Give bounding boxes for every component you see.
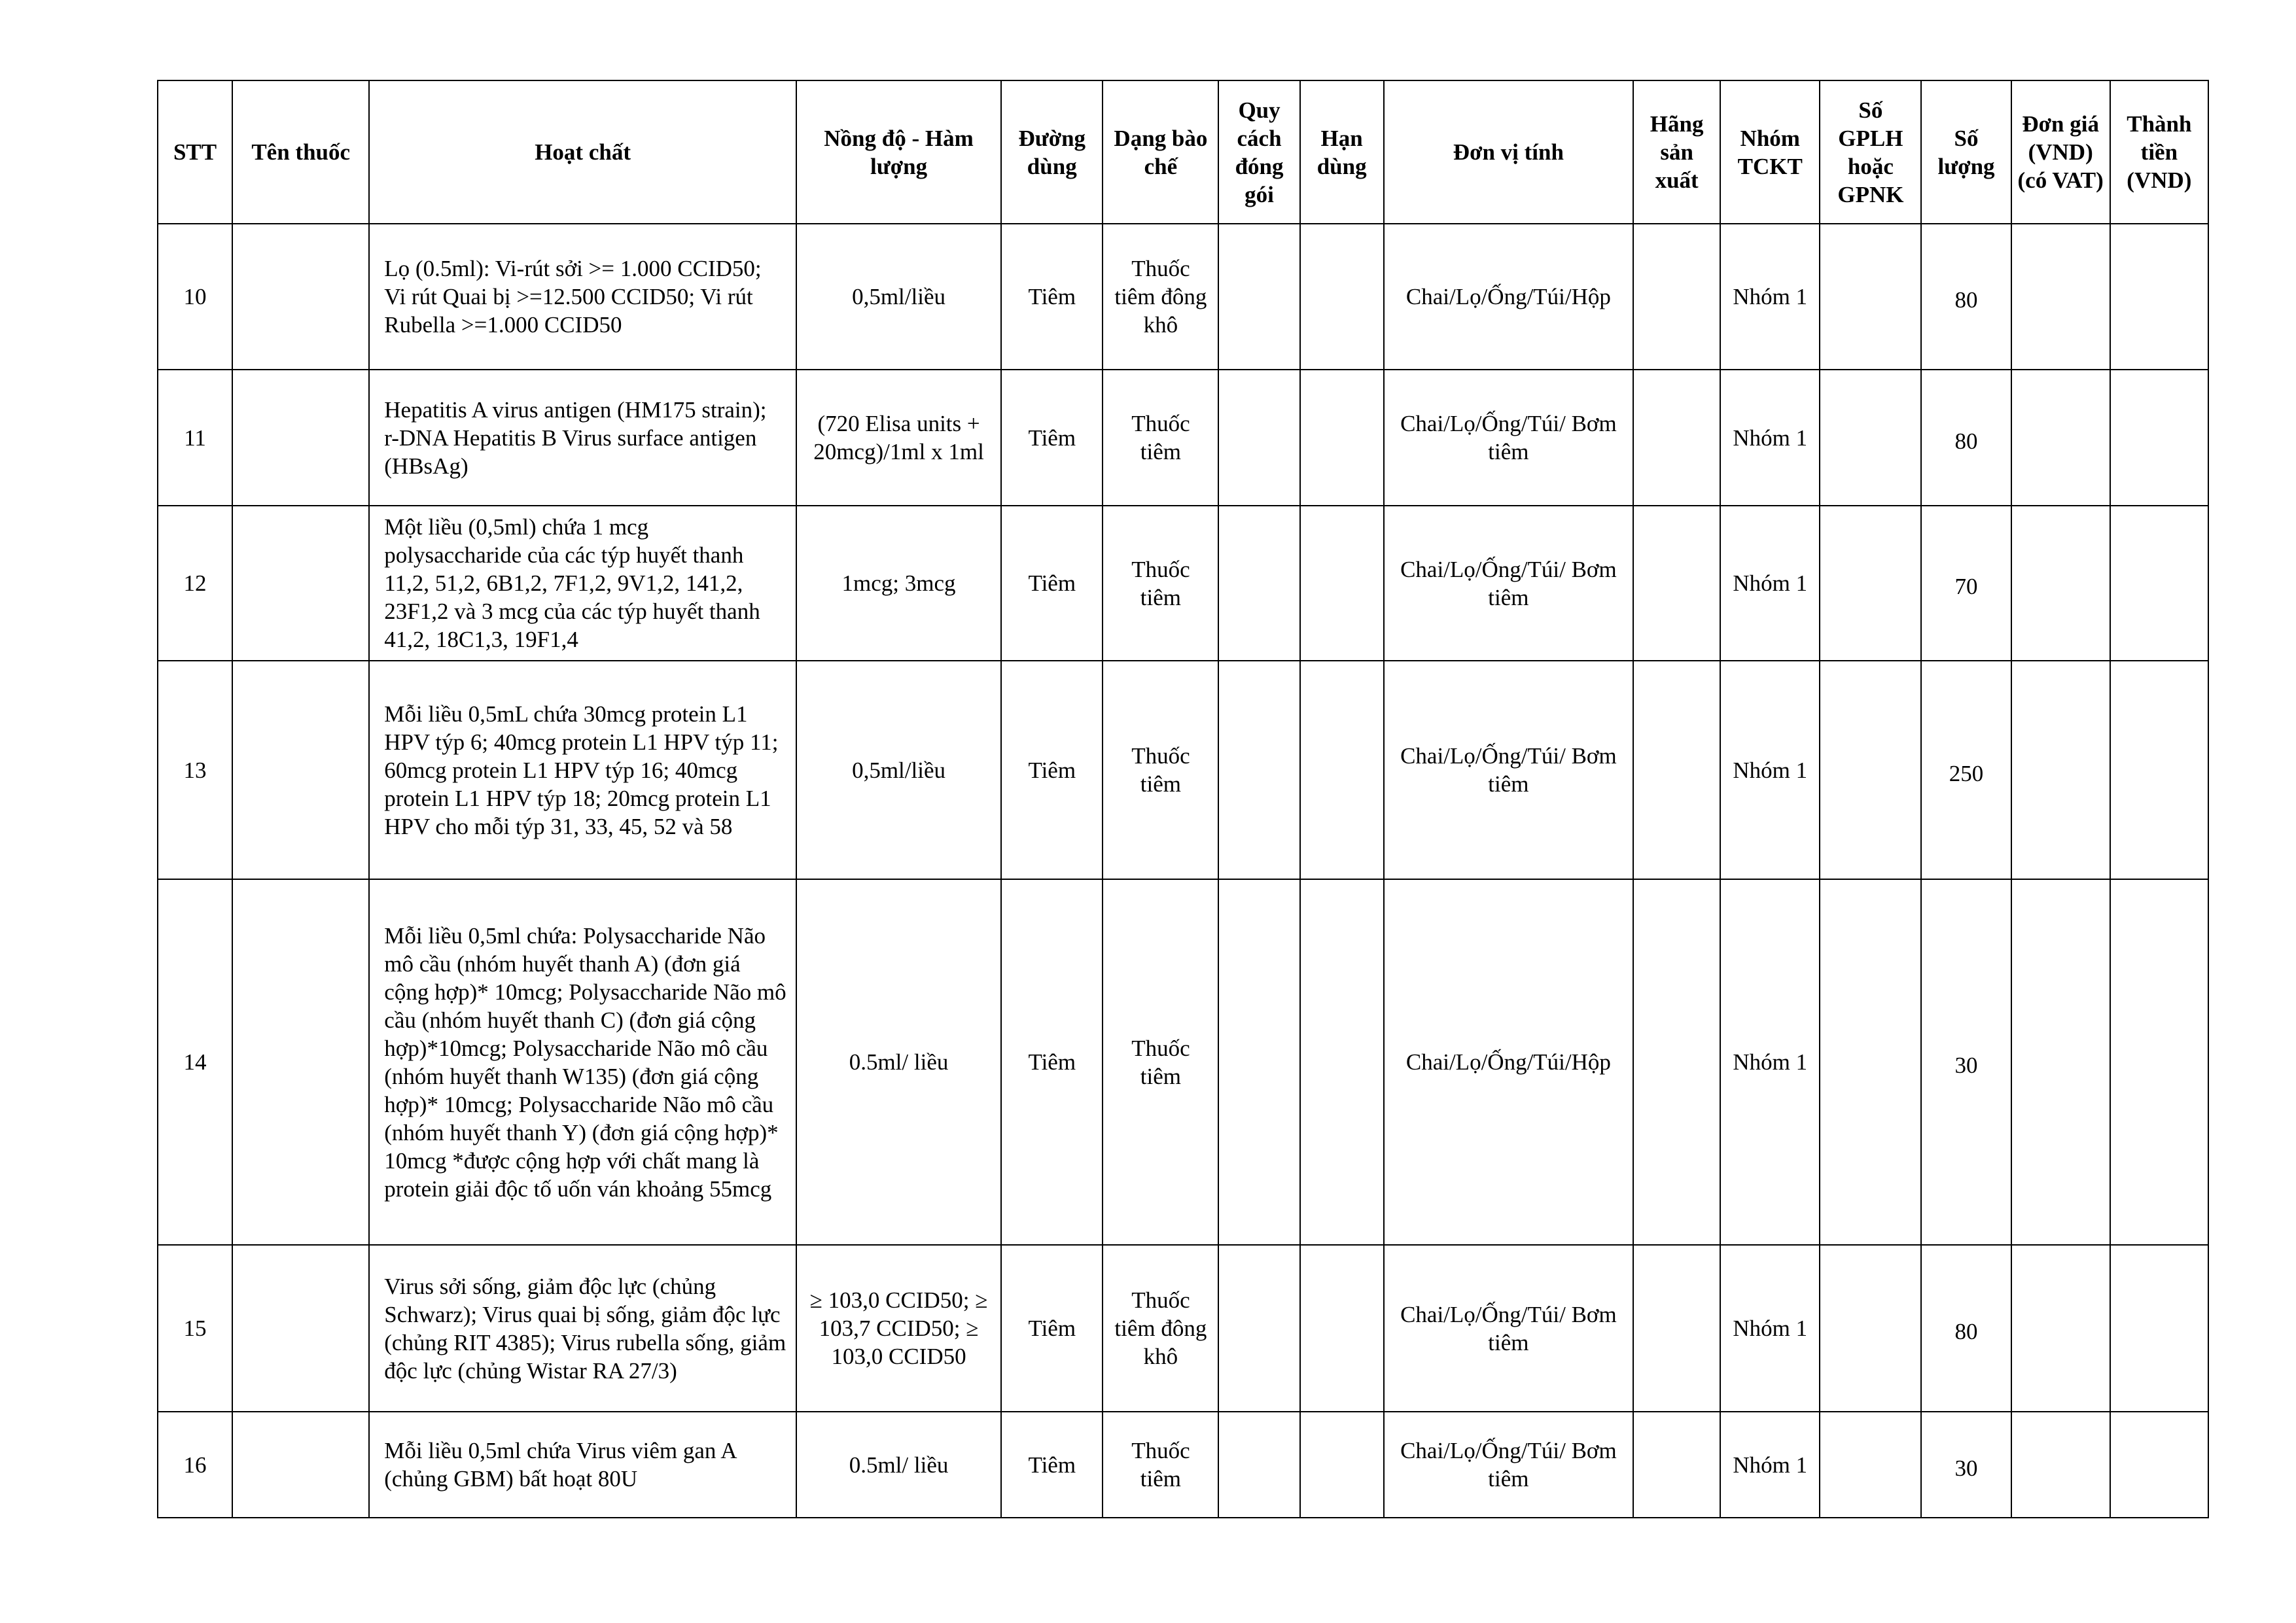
cell-han-dung	[1300, 224, 1384, 370]
cell-ten-thuoc	[232, 370, 369, 506]
cell-nong-do: 0.5ml/ liều	[796, 879, 1001, 1245]
cell-duong-dung: Tiêm	[1001, 1245, 1103, 1412]
cell-nhom-tckt: Nhóm 1	[1720, 661, 1820, 879]
cell-don-gia	[2011, 879, 2110, 1245]
cell-don-gia	[2011, 661, 2110, 879]
header-duong-dung: Đường dùng	[1001, 80, 1103, 224]
cell-so-luong: 70	[1921, 506, 2011, 661]
table-row	[158, 370, 2208, 506]
cell-dang-bao-che: Thuốc tiêm	[1103, 370, 1218, 506]
cell-hoat-chat: Virus sởi sống, giảm độc lực (chủng Schwarz); Virus quai bị sống, giảm độc lực (chủng RIT 4385); Virus rubella sống, giảm độc lực (chủng Wistar RA 27/3)	[369, 1245, 796, 1412]
cell-ten-thuoc	[232, 1245, 369, 1412]
cell-nong-do: ≥ 103,0 CCID50; ≥ 103,7 CCID50; ≥ 103,0 CCID50	[796, 1245, 1001, 1412]
cell-so-gplh	[1820, 1412, 1921, 1518]
cell-ten-thuoc	[232, 1412, 369, 1518]
cell-hoat-chat: Mỗi liều 0,5ml chứa: Polysaccharide Não mô cầu (nhóm huyết thanh A) (đơn giá cộng hợp)* 10mcg; Polysaccharide Não mô cầu (nhóm huyết thanh C) (đơn giá cộng hợp)*10mcg; Polysaccharide Não mô cầu (nhóm huyết thanh W135) (đơn giá cộng hợp)* 10mcg; Polysaccharide Não mô cầu (nhóm huyết thanh Y) (đơn giá cộng hợp)* 10mcg *được cộng hợp với chất mang là protein giải độc tố uốn ván khoảng 55mcg	[369, 879, 796, 1245]
cell-don-gia	[2011, 370, 2110, 506]
cell-duong-dung: Tiêm	[1001, 370, 1103, 506]
cell-thanh-tien	[2110, 370, 2208, 506]
cell-don-vi-tinh: Chai/Lọ/Ống/Túi/ Bơm tiêm	[1384, 661, 1633, 879]
table-row	[158, 1245, 2208, 1412]
cell-han-dung	[1300, 506, 1384, 661]
header-so-luong: Số lượng	[1921, 80, 2011, 224]
cell-duong-dung: Tiêm	[1001, 879, 1103, 1245]
cell-don-gia	[2011, 1412, 2110, 1518]
cell-nhom-tckt: Nhóm 1	[1720, 1412, 1820, 1518]
cell-stt: 11	[158, 370, 232, 506]
cell-hang-san-xuat	[1633, 1412, 1720, 1518]
cell-hang-san-xuat	[1633, 370, 1720, 506]
cell-dang-bao-che: Thuốc tiêm	[1103, 661, 1218, 879]
cell-so-luong: 80	[1921, 224, 2011, 370]
cell-nhom-tckt: Nhóm 1	[1720, 1245, 1820, 1412]
table-row	[158, 1412, 2208, 1518]
cell-so-gplh	[1820, 661, 1921, 879]
table-row	[158, 506, 2208, 661]
cell-quy-cach	[1218, 506, 1299, 661]
cell-so-gplh	[1820, 879, 1921, 1245]
cell-thanh-tien	[2110, 506, 2208, 661]
cell-stt: 13	[158, 661, 232, 879]
cell-hang-san-xuat	[1633, 1245, 1720, 1412]
cell-quy-cach	[1218, 370, 1299, 506]
cell-hoat-chat: Một liều (0,5ml) chứa 1 mcg polysaccharide của các týp huyết thanh 11,2, 51,2, 6B1,2, 7F1,2, 9V1,2, 141,2, 23F1,2 và 3 mcg của các týp huyết thanh 41,2, 18C1,3, 19F1,4	[369, 506, 796, 661]
cell-hoat-chat: Hepatitis A virus antigen (HM175 strain); r-DNA Hepatitis B Virus surface antigen (HBsAg)	[369, 370, 796, 506]
cell-nong-do: 1mcg; 3mcg	[796, 506, 1001, 661]
cell-duong-dung: Tiêm	[1001, 1412, 1103, 1518]
cell-dang-bao-che: Thuốc tiêm đông khô	[1103, 1245, 1218, 1412]
cell-nhom-tckt: Nhóm 1	[1720, 370, 1820, 506]
cell-don-vi-tinh: Chai/Lọ/Ống/Túi/Hộp	[1384, 224, 1633, 370]
header-nhom-tckt: Nhóm TCKT	[1720, 80, 1820, 224]
cell-nong-do: 0,5ml/liều	[796, 661, 1001, 879]
header-so-gplh: Số GPLH hoặc GPNK	[1820, 80, 1921, 224]
cell-don-vi-tinh: Chai/Lọ/Ống/Túi/ Bơm tiêm	[1384, 1412, 1633, 1518]
cell-thanh-tien	[2110, 224, 2208, 370]
cell-han-dung	[1300, 661, 1384, 879]
cell-don-gia	[2011, 506, 2110, 661]
cell-hoat-chat: Lọ (0.5ml): Vi-rút sởi >= 1.000 CCID50; Vi rút Quai bị >=12.500 CCID50; Vi rút Rubella >=1.000 CCID50	[369, 224, 796, 370]
cell-han-dung	[1300, 1245, 1384, 1412]
cell-nong-do: (720 Elisa units + 20mcg)/1ml x 1ml	[796, 370, 1001, 506]
cell-quy-cach	[1218, 1412, 1299, 1518]
cell-hoat-chat: Mỗi liều 0,5ml chứa Virus viêm gan A (chủng GBM) bất hoạt 80U	[369, 1412, 796, 1518]
cell-duong-dung: Tiêm	[1001, 224, 1103, 370]
table-row	[158, 661, 2208, 879]
cell-ten-thuoc	[232, 506, 369, 661]
cell-so-luong: 80	[1921, 1245, 2011, 1412]
header-thanh-tien: Thành tiền (VND)	[2110, 80, 2208, 224]
cell-so-gplh	[1820, 370, 1921, 506]
cell-hang-san-xuat	[1633, 661, 1720, 879]
cell-dang-bao-che: Thuốc tiêm	[1103, 879, 1218, 1245]
cell-thanh-tien	[2110, 1245, 2208, 1412]
cell-nong-do: 0.5ml/ liều	[796, 1412, 1001, 1518]
drug-list-sheet	[157, 80, 2209, 1518]
cell-thanh-tien	[2110, 661, 2208, 879]
cell-quy-cach	[1218, 661, 1299, 879]
header-hoat-chat: Hoạt chất	[369, 80, 796, 224]
header-don-vi-tinh: Đơn vị tính	[1384, 80, 1633, 224]
cell-nhom-tckt: Nhóm 1	[1720, 879, 1820, 1245]
cell-hang-san-xuat	[1633, 224, 1720, 370]
cell-thanh-tien	[2110, 1412, 2208, 1518]
cell-hang-san-xuat	[1633, 506, 1720, 661]
cell-so-luong: 30	[1921, 1412, 2011, 1518]
cell-quy-cach	[1218, 224, 1299, 370]
header-row	[158, 80, 2208, 224]
cell-han-dung	[1300, 879, 1384, 1245]
cell-quy-cach	[1218, 879, 1299, 1245]
cell-thanh-tien	[2110, 879, 2208, 1245]
cell-ten-thuoc	[232, 224, 369, 370]
header-don-gia: Đơn giá (VND) (có VAT)	[2011, 80, 2110, 224]
header-quy-cach: Quy cách đóng gói	[1218, 80, 1299, 224]
cell-so-gplh	[1820, 506, 1921, 661]
cell-don-vi-tinh: Chai/Lọ/Ống/Túi/Hộp	[1384, 879, 1633, 1245]
cell-so-luong: 250	[1921, 661, 2011, 879]
cell-stt: 14	[158, 879, 232, 1245]
cell-so-gplh	[1820, 224, 1921, 370]
cell-stt: 16	[158, 1412, 232, 1518]
cell-hang-san-xuat	[1633, 879, 1720, 1245]
cell-duong-dung: Tiêm	[1001, 661, 1103, 879]
header-hang-san-xuat: Hãng sản xuất	[1633, 80, 1720, 224]
table-row	[158, 879, 2208, 1245]
header-stt: STT	[158, 80, 232, 224]
cell-dang-bao-che: Thuốc tiêm	[1103, 1412, 1218, 1518]
cell-nhom-tckt: Nhóm 1	[1720, 224, 1820, 370]
cell-stt: 12	[158, 506, 232, 661]
cell-so-luong: 30	[1921, 879, 2011, 1245]
header-nong-do: Nồng độ - Hàm lượng	[796, 80, 1001, 224]
drug-table	[157, 80, 2209, 1518]
cell-don-gia	[2011, 1245, 2110, 1412]
cell-don-vi-tinh: Chai/Lọ/Ống/Túi/ Bơm tiêm	[1384, 370, 1633, 506]
cell-don-vi-tinh: Chai/Lọ/Ống/Túi/ Bơm tiêm	[1384, 506, 1633, 661]
cell-don-gia	[2011, 224, 2110, 370]
cell-dang-bao-che: Thuốc tiêm đông khô	[1103, 224, 1218, 370]
cell-duong-dung: Tiêm	[1001, 506, 1103, 661]
header-han-dung: Hạn dùng	[1300, 80, 1384, 224]
cell-hoat-chat: Mỗi liều 0,5mL chứa 30mcg protein L1 HPV týp 6; 40mcg protein L1 HPV týp 11; 60mcg protein L1 HPV týp 16; 40mcg protein L1 HPV týp 18; 20mcg protein L1 HPV cho mỗi týp 31, 33, 45, 52 và 58	[369, 661, 796, 879]
cell-ten-thuoc	[232, 661, 369, 879]
cell-quy-cach	[1218, 1245, 1299, 1412]
cell-so-gplh	[1820, 1245, 1921, 1412]
cell-so-luong: 80	[1921, 370, 2011, 506]
cell-nhom-tckt: Nhóm 1	[1720, 506, 1820, 661]
table-row	[158, 224, 2208, 370]
cell-han-dung	[1300, 370, 1384, 506]
header-dang-bao-che: Dạng bào chế	[1103, 80, 1218, 224]
cell-han-dung	[1300, 1412, 1384, 1518]
header-ten-thuoc: Tên thuốc	[232, 80, 369, 224]
cell-don-vi-tinh: Chai/Lọ/Ống/Túi/ Bơm tiêm	[1384, 1245, 1633, 1412]
cell-dang-bao-che: Thuốc tiêm	[1103, 506, 1218, 661]
cell-nong-do: 0,5ml/liều	[796, 224, 1001, 370]
cell-ten-thuoc	[232, 879, 369, 1245]
cell-stt: 15	[158, 1245, 232, 1412]
cell-stt: 10	[158, 224, 232, 370]
